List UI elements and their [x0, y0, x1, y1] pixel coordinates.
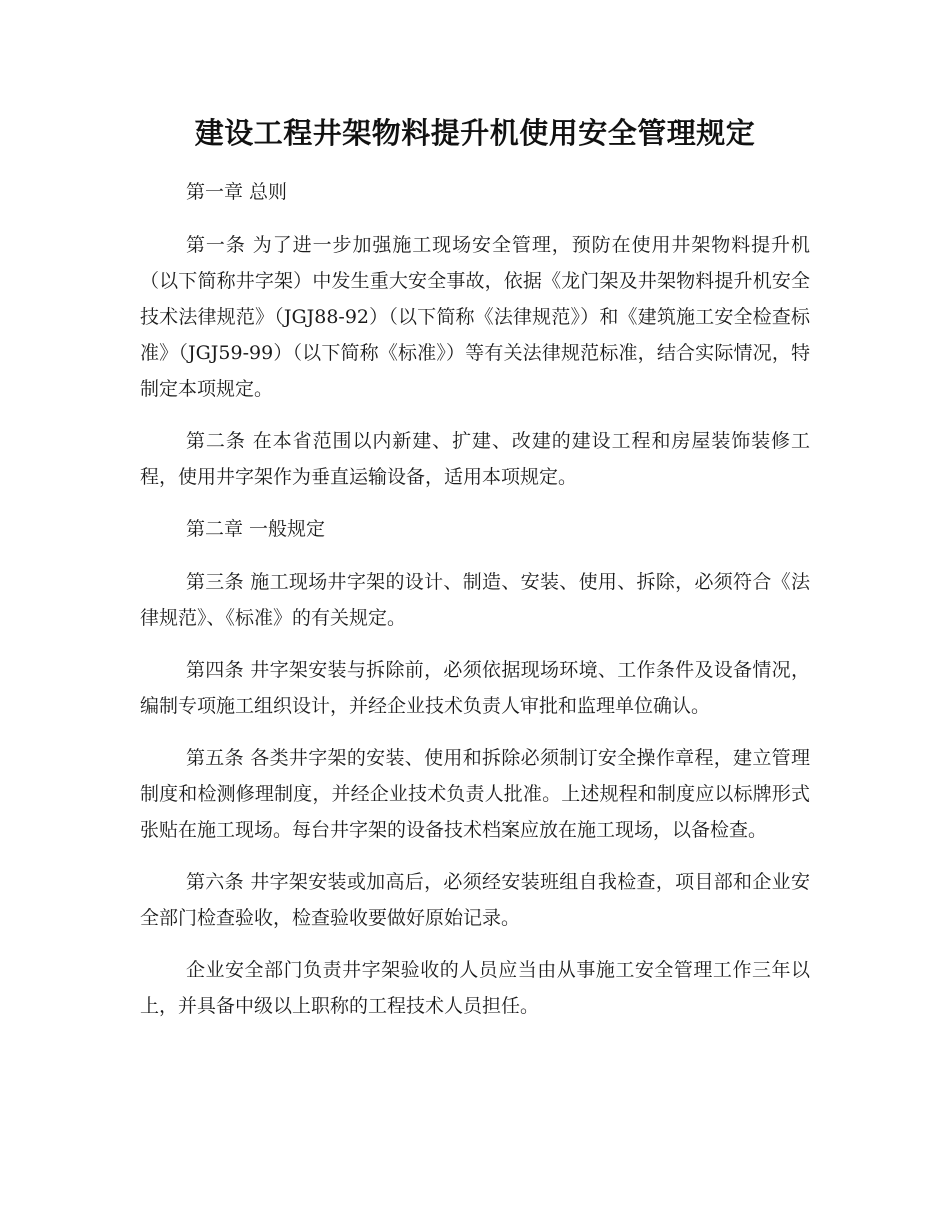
article-3: 第三条 施工现场井字架的设计、制造、安装、使用、拆除，必须符合《法律规范》、《标准》的有关规定。	[140, 571, 810, 629]
article-6: 第六条 井字架安装或加高后，必须经安装班组自我检查，项目部和企业安全部门检查验收，检查验收要做好原始记录。	[140, 871, 810, 929]
chapter-heading-2: 第二章 一般规定	[186, 518, 326, 540]
article-4: 第四条 井字架安装与拆除前，必须依据现场环境、工作条件及设备情况，编制专项施工组织设计，并经企业技术负责人审批和监理单位确认。	[140, 659, 810, 717]
article-1: 第一条 为了进一步加强施工现场安全管理，预防在使用井架物料提升机（以下简称井字架）中发生重大安全事故，依据《龙门架及井架物料提升机安全技术法律规范》（JGJ88-92）（以下简称《法律规范》）和《建筑施工安全检查标准》（JGJ59-99）（以下简称《标准》）等有关法律规范标准，结合实际情况，特制定本项规定。	[140, 234, 810, 400]
article-5: 第五条 各类井字架的安装、使用和拆除必须制订安全操作章程，建立管理制度和检测修理制度，并经企业技术负责人批准。上述规程和制度应以标牌形式张贴在施工现场。每台井字架的设备技术档案应放在施工现场，以备检查。	[140, 747, 810, 841]
article-6-supplement: 企业安全部门负责井字架验收的人员应当由从事施工安全管理工作三年以上，并具备中级以上职称的工程技术人员担任。	[140, 959, 810, 1017]
chapter-heading-1: 第一章 总则	[186, 181, 288, 203]
document-title: 建设工程井架物料提升机使用安全管理规定	[194, 116, 756, 150]
article-2: 第二条 在本省范围以内新建、扩建、改建的建设工程和房屋装饰装修工程，使用井字架作为垂直运输设备，适用本项规定。	[140, 430, 810, 488]
